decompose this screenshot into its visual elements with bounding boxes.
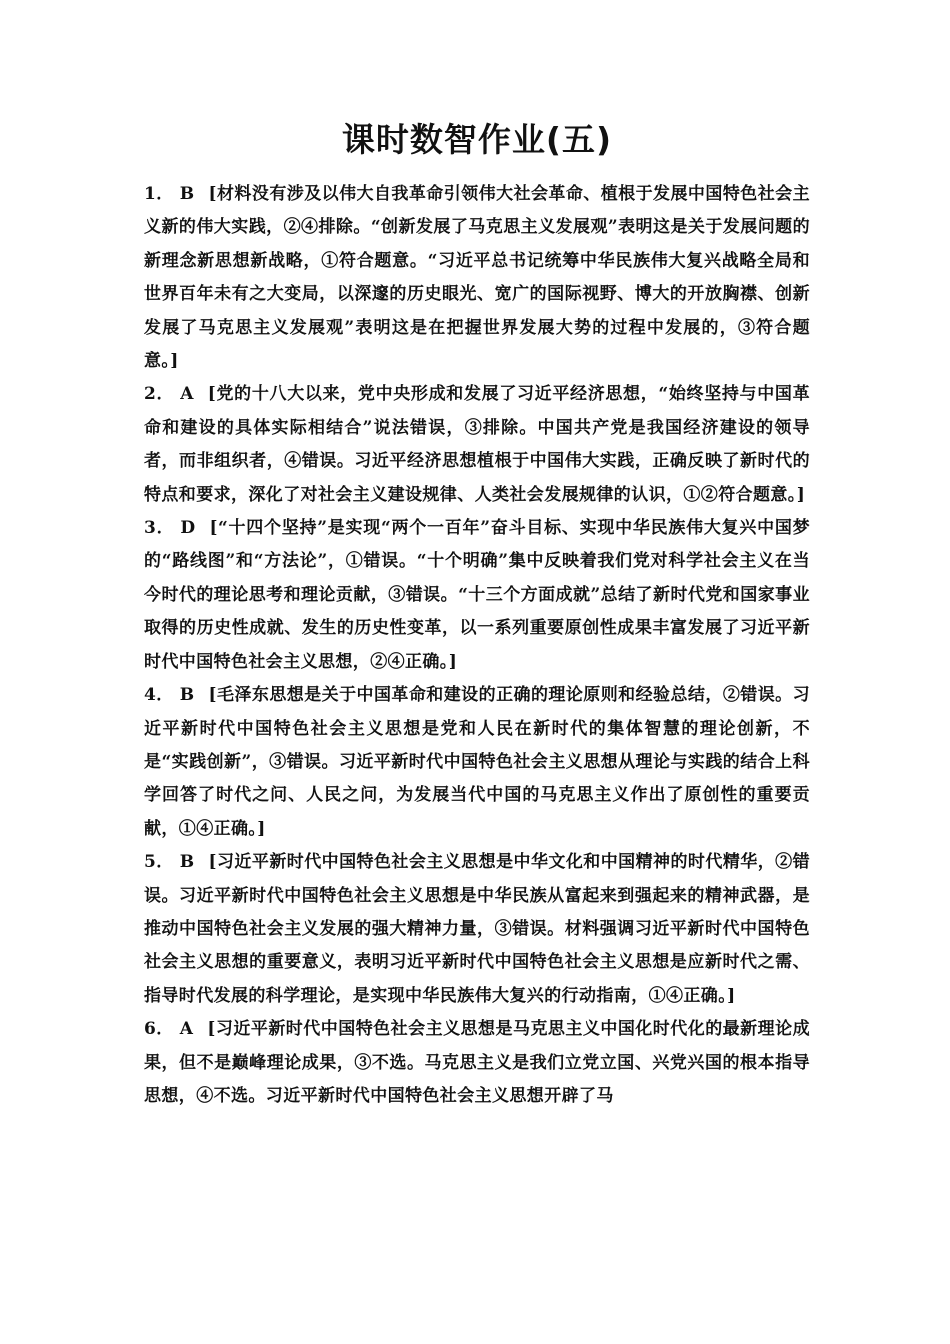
explanation-text: [党的十八大以来，党中央形成和发展了习近平经济思想，“始终坚持与中国革命和建设的具体实际相结合”说法错误，③排除。中国共产党是我国经济建设的领导者，而非组织者，④错误。习近平经济思想植根于中国伟大实践，正确反映了新时代的特点和要求，深化了对社会主义建设规律、人类社会发展规律的认识，①②符合题意。] [144,384,810,505]
answer-item-3 [144,512,810,679]
answer-key: B [179,184,195,204]
question-number: 5． [144,852,174,873]
answer-key: A [179,1019,194,1040]
question-number: 6． [144,1019,174,1040]
page-title: 课时数智作业(五) [341,120,613,159]
explanation-text: [习近平新时代中国特色社会主义思想是中华文化和中国精神的时代精华，②错误。习近平新时代中国特色社会主义思想是中华民族从富起来到强起来的精神武器，是推动中国特色社会主义发展的强大精神力量，③错误。材料强调习近平新时代中国特色社会主义思想的重要意义，表明习近平新时代中国特色社会主义思想是应新时代之需、指导时代发展的科学理论，是实现中华民族伟大复兴的行动指南，①④正确。] [144,852,810,1006]
answer-item-4 [144,679,810,846]
explanation-text: [习近平新时代中国特色社会主义思想是马克思主义中国化时代化的最新理论成果，但不是巅峰理论成果，③不选。马克思主义是我们立党立国、兴党兴国的根本指导思想，④不选。习近平新时代中国特色社会主义思想开辟了马 [144,1019,810,1106]
answer-key: B [179,685,195,706]
question-number: 1． [144,184,174,204]
explanation-text: [材料没有涉及以伟大自我革命引领伟大社会革命、植根于发展中国特色社会主义新的伟大实践，②④排除。“创新发展了马克思主义发展观”表明这是关于发展问题的新理念新思想新战略，①符合题意。“习近平总书记统筹中华民族伟大复兴战略全局和世界百年未有之大变局，以深邃的历史眼光、宽广的国际视野、博大的开放胸襟、创新发展了马克思主义发展观”表明这是在把握世界发展大势的过程中发展的，③符合题意。] [144,184,810,372]
answer-key: B [179,852,195,873]
answer-item-5 [144,846,810,1013]
question-number: 3． [144,518,175,539]
answer-key: D [180,518,196,539]
answer-item-1 [144,178,810,378]
explanation-text: [毛泽东思想是关于中国革命和建设的正确的理论原则和经验总结，②错误。习近平新时代中国特色社会主义思想是党和人民在新时代的集体智慧的理论创新，不是“实践创新”，③错误。习近平新时代中国特色社会主义思想从理论与实践的结合上科学回答了时代之问、人民之问，为发展当代中国的马克思主义作出了原创性的重要贡献，①④正确。] [144,685,810,839]
question-number: 2． [144,384,175,405]
answer-key: A [180,384,194,405]
answer-item-2 [144,378,810,512]
answer-item-6 [144,1013,810,1113]
explanation-text: [“十四个坚持”是实现“两个一百年”奋斗目标、实现中华民族伟大复兴中国梦的“路线图”和“方法论”，①错误。“十个明确”集中反映着我们党对科学社会主义在当今时代的理论思考和理论贡献，③错误。“十三个方面成就”总结了新时代党和国家事业取得的历史性成就、发生的历史性变革，以一系列重要原创性成果丰富发展了习近平新时代中国特色社会主义思想，②④正确。] [144,518,810,672]
question-number: 4． [144,685,174,706]
